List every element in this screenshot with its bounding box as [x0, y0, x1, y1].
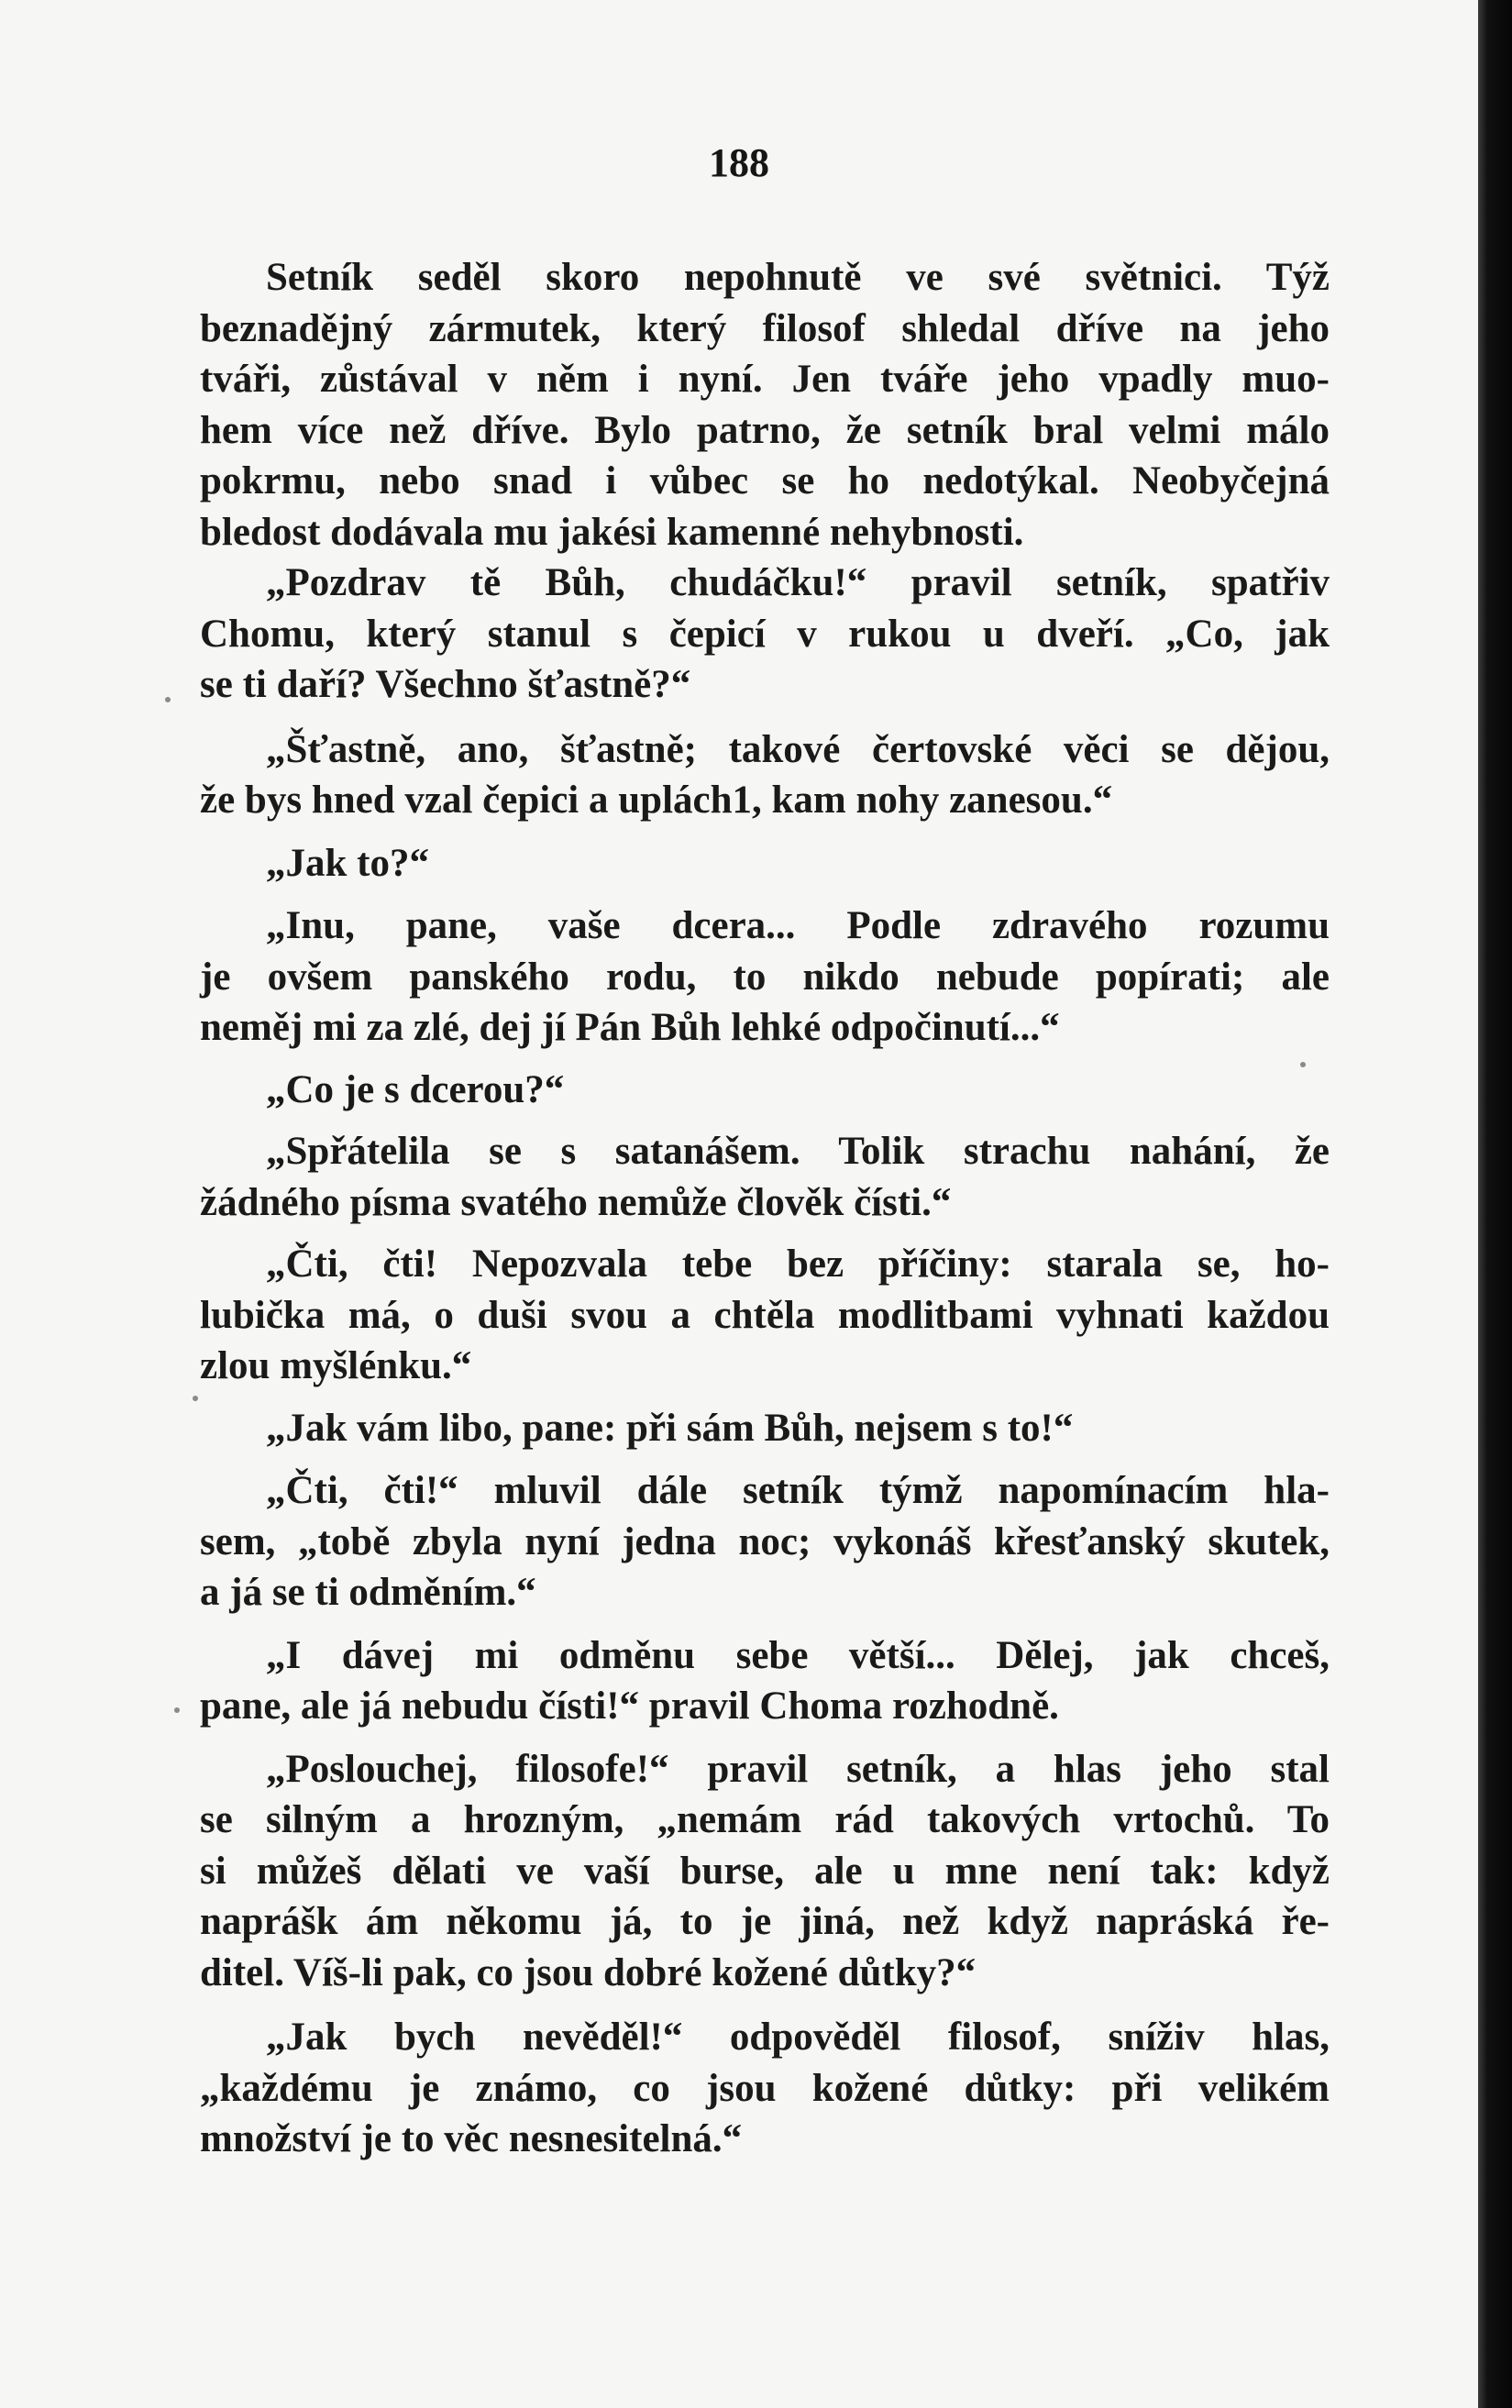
text-line: se silným a hrozným, „nemám rád takových vrtochů. To	[200, 1798, 1330, 1841]
text-line: „Jak bych nevěděl!“ odpověděl filosof, sníživ hlas,	[266, 2016, 1330, 2059]
text-line: „Inu, pane, vaše dcera... Podle zdravého rozumu	[266, 904, 1330, 947]
text-line: „každému je známo, co jsou kožené důtky: při velikém	[200, 2066, 1330, 2110]
text-line: pokrmu, nebo snad i vůbec se ho nedotýkal. Neobyčejná	[200, 459, 1330, 503]
text-line: se ti daří? Všechno šťastně?“	[200, 663, 691, 706]
text-line: naprášk ám někomu já, to je jiná, než když napráská ře-	[200, 1900, 1330, 1943]
text-line: „Co je s dcerou?“	[266, 1067, 565, 1111]
print-speck	[193, 1396, 198, 1401]
print-speck	[165, 697, 171, 702]
paragraph	[200, 1065, 1330, 1116]
text-line: „Poslouchej, filosofe!“ pravil setník, a hlas jeho stal	[266, 1747, 1330, 1791]
paragraph	[200, 1630, 1330, 1732]
paragraph	[200, 2012, 1330, 2165]
paragraph	[200, 900, 1330, 1054]
text-line: „Čti, čti!“ mluvil dále setník týmž napomínacím hla-	[266, 1469, 1330, 1512]
text-line: že bys hned vzal čepici a uplách1, kam nohy zanesou.“	[200, 779, 1113, 822]
print-speck	[1300, 1062, 1306, 1067]
text-line: „Pozdrav tě Bůh, chudáčku!“ pravil setník, spatřiv	[266, 561, 1330, 604]
text-line: beznadějný zármutek, který filosof shledal dříve na jeho	[200, 306, 1330, 350]
text-line: „Spřátelila se s satanášem. Tolik strachu nahání, že	[266, 1130, 1330, 1173]
text-line: „Jak vám libo, pane: při sám Bůh, nejsem s to!“	[266, 1406, 1074, 1450]
text-line: ditel. Víš-li pak, co jsou dobré kožené důtky?“	[200, 1950, 977, 1994]
text-line: Setník seděl skoro nepohnutě ve své světnici. Týž	[266, 256, 1330, 299]
text-line: lubička má, o duši svou a chtěla modlitbami vyhnati každou	[200, 1293, 1330, 1337]
text-line: „Jak to?“	[266, 841, 429, 885]
text-line: je ovšem panského rodu, to nikdo nebude popírati; ale	[200, 955, 1330, 999]
text-line: „Čti, čti! Nepozvala tebe bez příčiny: starala se, ho-	[266, 1243, 1330, 1286]
body-text	[200, 252, 1330, 2165]
paragraph	[200, 838, 1330, 889]
text-line: si můžeš dělati ve vaší burse, ale u mne není tak: když	[200, 1849, 1330, 1893]
text-line: bledost dodávala mu jakési kamenné nehybnosti.	[200, 510, 1024, 554]
paragraph	[200, 558, 1330, 711]
text-line: „Šťastně, ano, šťastně; takové čertovské věci se dějou,	[266, 727, 1330, 771]
paragraph	[200, 724, 1330, 826]
text-line: zlou myšlénku.“	[200, 1344, 472, 1387]
text-line: žádného písma svatého nemůže člověk čísti.“	[200, 1180, 952, 1224]
text-line: sem, „tobě zbyla nyní jedna noc; vykonáš křesťanský skutek,	[200, 1519, 1330, 1563]
text-line: a já se ti odměním.“	[200, 1571, 536, 1614]
paragraph	[200, 1126, 1330, 1228]
page-edge-shadow	[1478, 0, 1512, 2408]
paragraph	[200, 1239, 1330, 1392]
print-speck	[174, 1707, 180, 1713]
text-line: neměj mi za zlé, dej jí Pán Bůh lehké odpočinutí...“	[200, 1006, 1060, 1049]
text-line: pane, ale já nebudu čísti!“ pravil Choma rozhodně.	[200, 1684, 1059, 1728]
text-line: Chomu, který stanul s čepicí v rukou u dveří. „Co, jak	[200, 612, 1330, 656]
page-number: 188	[709, 140, 769, 185]
paragraph	[200, 1465, 1330, 1618]
text-line: „I dávej mi odměnu sebe větší... Dělej, jak chceš,	[266, 1633, 1330, 1677]
text-line: hem více než dříve. Bylo patrno, že setník bral velmi málo	[200, 408, 1330, 452]
paragraph	[200, 1744, 1330, 1999]
paragraph	[200, 252, 1330, 558]
paragraph	[200, 1403, 1330, 1454]
text-line: množství je to věc nesnesitelná.“	[200, 2117, 743, 2160]
text-line: tváři, zůstával v něm i nyní. Jen tváře jeho vpadly muo-	[200, 358, 1330, 401]
